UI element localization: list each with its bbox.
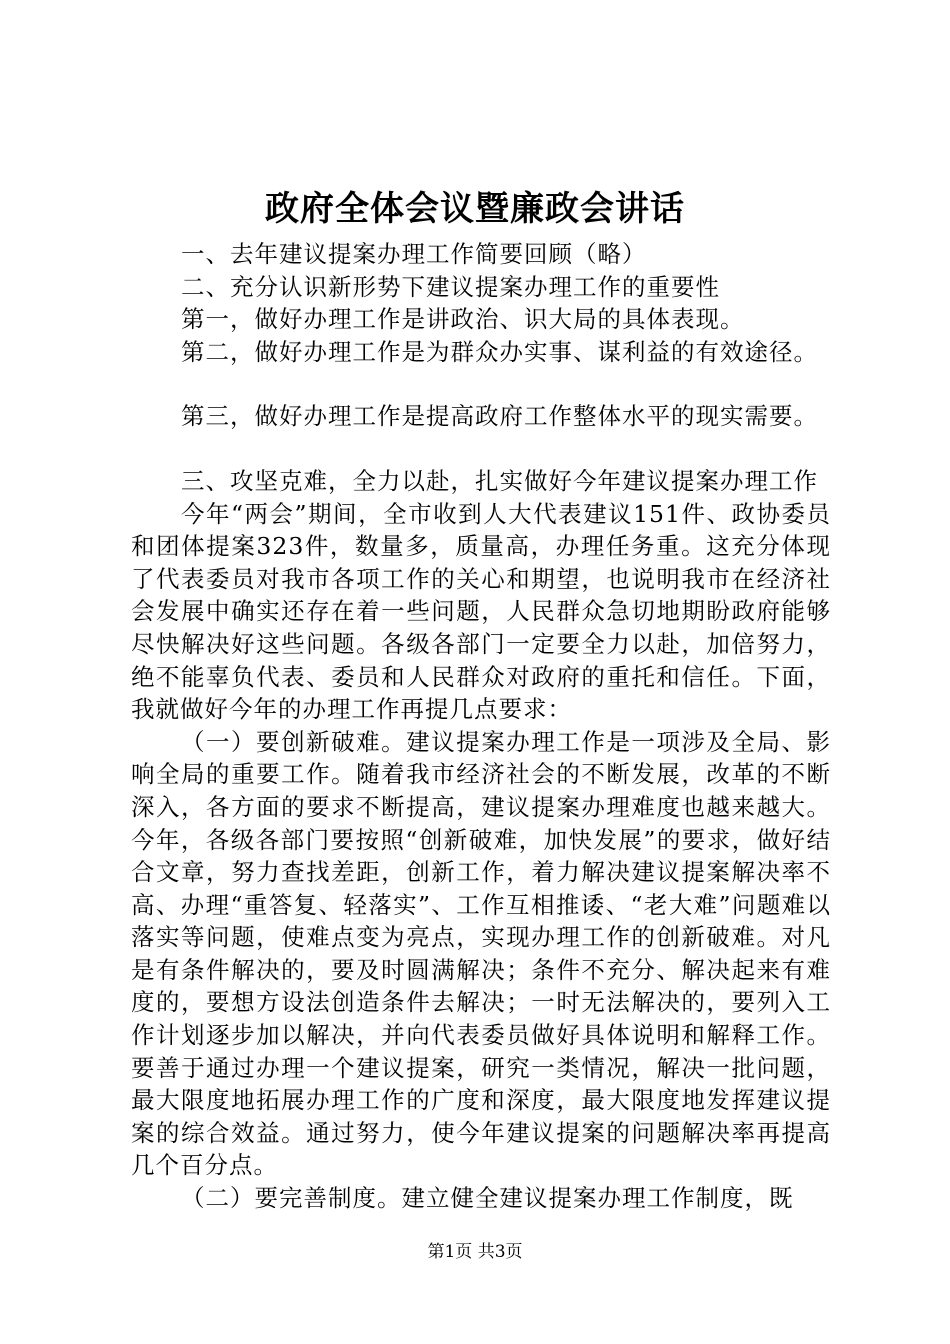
point-1: 第一，做好办理工作是讲政治、识大局的具体表现。: [181, 305, 745, 334]
spacer: [131, 433, 831, 465]
paragraph-item-1: （一）要创新破难。建议提案办理工作是一项涉及全局、影响全局的重要工作。随着我市经济社会的不断发展，改革的不断深入，各方面的要求不断提高，建议提案办理难度也越来越大。今年，各级各部门要按照“创新破难，加快发展”的要求，做好结合文章，努力查找差距，创新工作，着力解决建议提案解决率不高、办理“重答复、轻落实”、工作互相推诿、“老大难”问题难以落实等问题，使难点变为亮点，实现办理工作的创新破难。对凡是有条件解决的，要及时圆满解决；条件不充分、解决起来有难度的，要想方设法创造条件去解决；一时无法解决的，要列入工作计划逐步加以解决，并向代表委员做好具体说明和解释工作。要善于通过办理一个建议提案，研究一类情况，解决一批问题，最大限度地拓展办理工作的广度和深度，最大限度地发挥建议提案的综合效益。通过努力，使今年建议提案的问题解决率再提高几个百分点。: [131, 727, 831, 1180]
paragraph-item-2: （二）要完善制度。建立健全建议提案办理工作制度，既: [181, 1184, 794, 1213]
point-3: 第三，做好办理工作是提高政府工作整体水平的现实需要。: [181, 402, 818, 431]
page-number: 第1页 共3页: [427, 1242, 523, 1262]
document-title: 政府全体会议暨廉政会讲话: [265, 189, 685, 229]
paragraph-intro: 今年“两会”期间，全市收到人大代表建议151件、政协委员和团体提案323件，数量多，质量高，办理任务重。这充分体现了代表委员对我市各项工作的关心和期望，也说明我市在经济社会发展中确实还存在着一些问题，人民群众急切地期盼政府能够尽快解决好这些问题。各级各部门一定要全力以赴，加倍努力，绝不能辜负代表、委员和人民群众对政府的重托和信任。下面，我就做好今年的办理工作再提几点要求：: [131, 499, 831, 724]
point-2: 第二，做好办理工作是为群众办实事、谋利益的有效途径。: [181, 337, 818, 366]
section-heading-3: 三、攻坚克难，全力以赴，扎实做好今年建议提案办理工作: [181, 466, 818, 495]
section-heading-2: 二、充分认识新形势下建议提案办理工作的重要性: [181, 272, 720, 301]
document-body: [131, 238, 831, 1215]
spacer: [131, 368, 831, 400]
section-heading-1: 一、去年建议提案办理工作简要回顾（略）: [181, 240, 647, 268]
